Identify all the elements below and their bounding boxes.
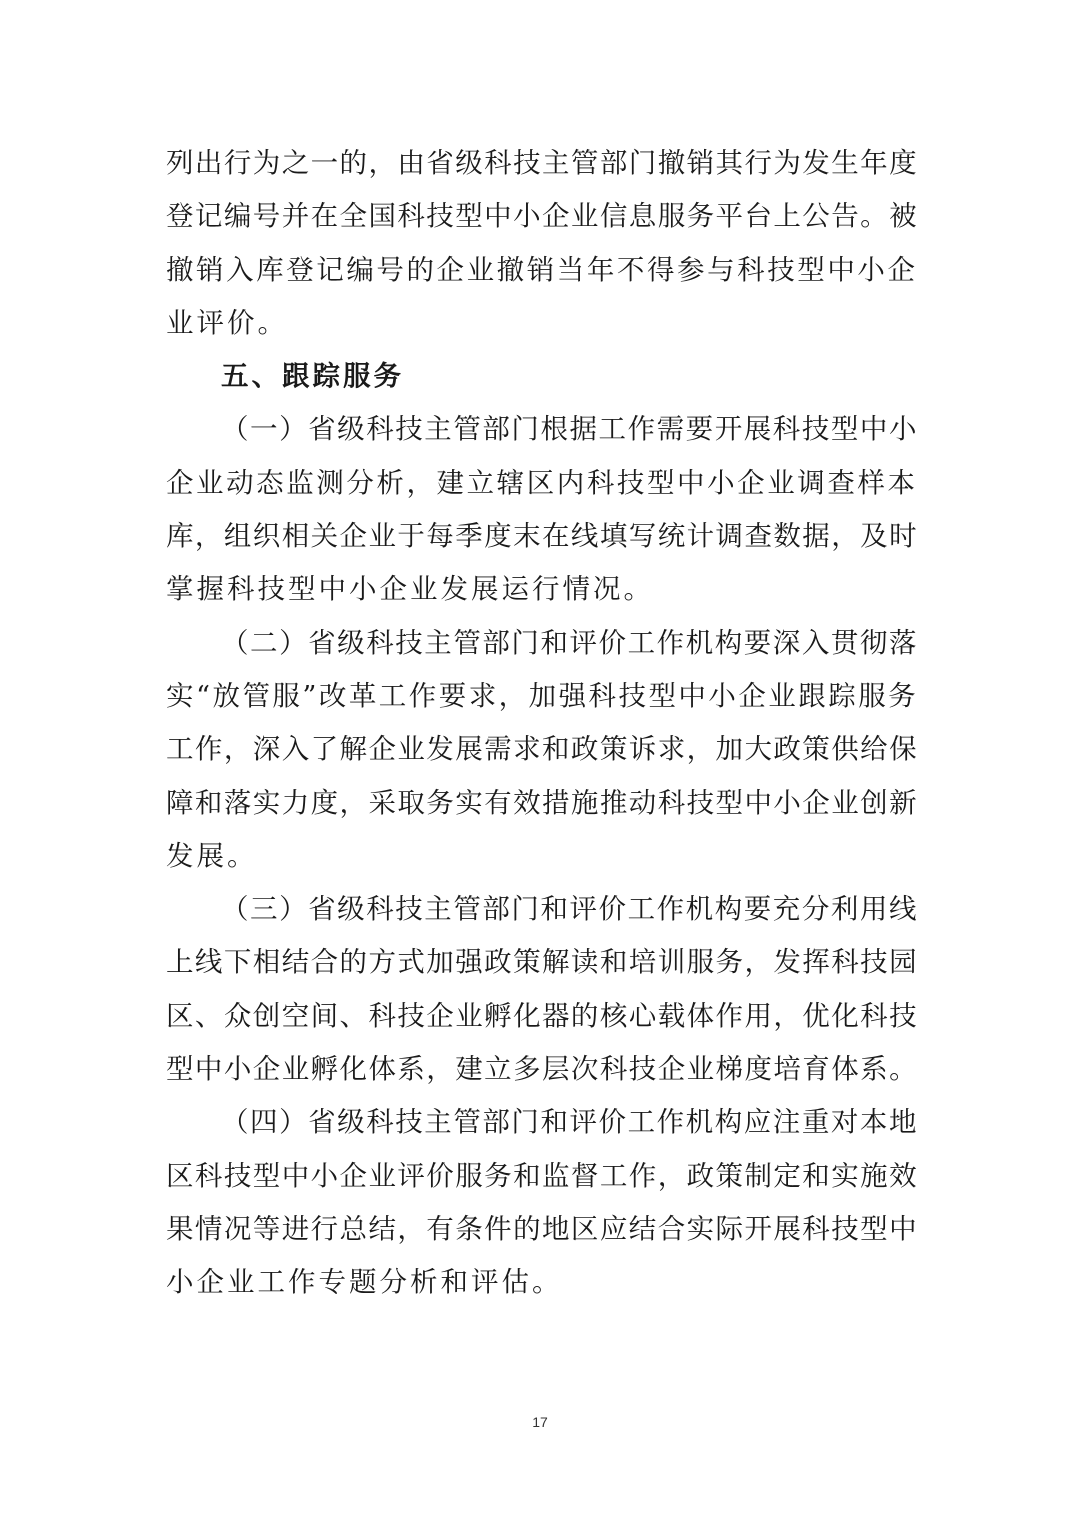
text-line: 撤销入库登记编号的企业撤销当年不得参与科技型中小企 bbox=[166, 253, 918, 286]
section-heading: 五、跟踪服务 bbox=[221, 360, 404, 393]
text-line: （二）省级科技主管部门和评价工作机构要深入贯彻落 bbox=[221, 626, 918, 659]
text-line: （三）省级科技主管部门和评价工作机构要充分利用线 bbox=[221, 893, 918, 926]
text-line: 实“放管服”改革工作要求，加强科技型中小企业跟踪服务 bbox=[166, 679, 919, 712]
text-line: 列出行为之一的，由省级科技主管部门撤销其行为发生年度 bbox=[166, 147, 918, 179]
text-line: 发展。 bbox=[166, 839, 258, 872]
text-line: 业评价。 bbox=[166, 306, 288, 339]
text-line: 掌握科技型中小企业发展运行情况。 bbox=[166, 573, 654, 606]
text-line: 果情况等进行总结，有条件的地区应结合实际开展科技型中 bbox=[166, 1212, 918, 1245]
text-line: 型中小企业孵化体系，建立多层次科技企业梯度培育体系。 bbox=[166, 1053, 918, 1086]
text-line: 库，组织相关企业于每季度末在线填写统计调查数据，及时 bbox=[166, 520, 918, 553]
text-line: 上线下相结合的方式加强政策解读和培训服务，发挥科技园 bbox=[166, 946, 918, 979]
text-line: 企业动态监测分析，建立辖区内科技型中小企业调查样本 bbox=[166, 466, 918, 499]
text-line: 小企业工作专题分析和评估。 bbox=[166, 1266, 563, 1299]
document-body bbox=[166, 137, 918, 1310]
page-number: 17 bbox=[532, 1414, 548, 1430]
text-line: 区科技型中小企业评价服务和监督工作，政策制定和实施效 bbox=[166, 1159, 918, 1192]
text-line: 工作，深入了解企业发展需求和政策诉求，加大政策供给保 bbox=[166, 733, 918, 766]
text-line: （一）省级科技主管部门根据工作需要开展科技型中小 bbox=[221, 413, 918, 446]
text-line: 登记编号并在全国科技型中小企业信息服务平台上公告。被 bbox=[166, 200, 918, 233]
text-line: 障和落实力度，采取务实有效措施推动科技型中小企业创新 bbox=[166, 786, 918, 819]
text-line: 区、众创空间、科技企业孵化器的核心载体作用，优化科技 bbox=[166, 999, 918, 1032]
text-line: （四）省级科技主管部门和评价工作机构应注重对本地 bbox=[221, 1106, 918, 1139]
